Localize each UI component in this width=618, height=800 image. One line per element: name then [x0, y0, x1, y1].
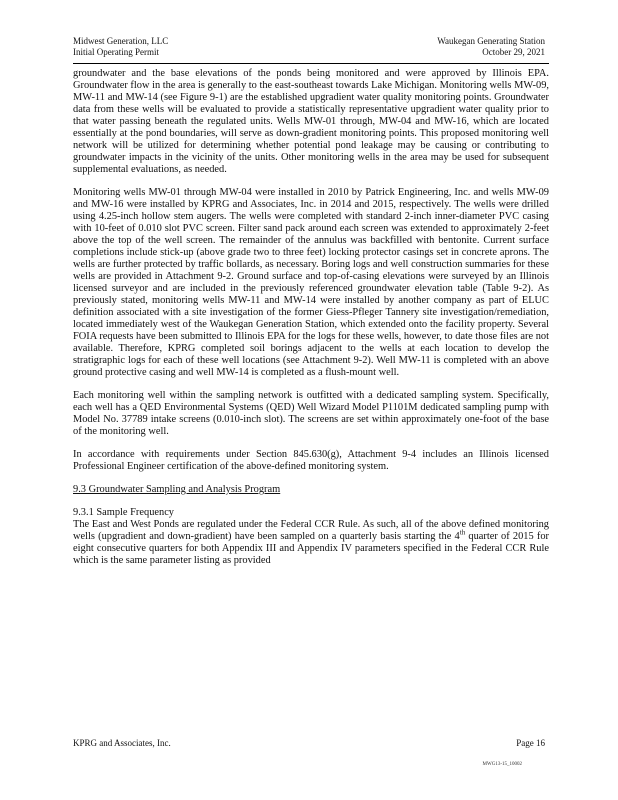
document-date: October 29, 2021 [482, 47, 545, 57]
header-right [437, 36, 545, 58]
document-title: Initial Operating Permit [73, 47, 159, 57]
paragraph: Each monitoring well within the sampling network is outfitted with a dedicated sampling system. Specifically, each well has a QED Environmental Systems (QED) Well Wizard Model P1101M dedicated sampling pump with Model No. 37789 intake screens (0.010-inch slot). The screens are set within approximately one-foot of the base of the monitoring well. [73, 390, 549, 437]
subsection-heading: 9.3.1 Sample Frequency [73, 507, 174, 518]
header-left [73, 36, 168, 58]
footer-firm: KPRG and Associates, Inc. [73, 738, 171, 748]
station-name: Waukegan Generating Station [437, 36, 545, 46]
bates-number: MWG13-15_10002 [482, 762, 522, 767]
paragraph [73, 519, 549, 567]
page-body [73, 68, 549, 567]
paragraph: In accordance with requirements under Section 845.630(g), Attachment 9-4 includes an Illinois licensed Professional Engineer certification of the above-defined monitoring system. [73, 449, 549, 472]
paragraph-text: The East and West Ponds are regulated under the Federal CCR Rule. As such, all of the above defined monitoring wells (upgradient and down-gradient) have been sampled on a quarterly basis starting the 4 [73, 519, 549, 542]
header-rule [73, 63, 549, 64]
company-name: Midwest Generation, LLC [73, 36, 169, 46]
paragraph: Monitoring wells MW-01 through MW-04 were installed in 2010 by Patrick Engineering, Inc. and wells MW-09 and MW-16 were installed by KPRG and Associates, Inc. in 2014 and 2015, respectively. The wells were drilled using 4.25-inch hollow stem augers. The wells were completed with standard 2-inch inner-diameter PVC casing with 10-feet of 0.010 slot PVC screen. Filter sand pack around each screen was extended to approximately 2-feet above the top of the well screen. The remainder of the annulus was backfilled with bentonite. Current surface completions include stick-up (above grade two to three feet) locking protector casings set in concrete aprons. The wells are further protected by traffic bollards, as necessary. Boring logs and well construction summaries for these wells are provided in Attachment 9-2. Ground surface and top-of-casing elevations were surveyed by an Illinois licensed surveyor and are included in the previously referenced groundwater elevation table (Table 9-2). As previously stated, monitoring wells MW-11 and MW-14 were installed by another company as part of ELUC definition associated with a site investigation of the former Giess-Pfleger Tannery site investigation/remediation, located immediately west of the Waukegan Generation Station, which extended onto the facility property. Several FOIA requests have been submitted to Illinois EPA for the logs for these wells, however, to date those files are not available. Therefore, KPRG completed soil borings adjacent to the wells at each location to develop the stratigraphic logs for each of these well locations (see Attachment 9-2). Well MW-11 is completed with an above ground protective casing and well MW-14 is completed as a flush-mount well. [73, 187, 549, 378]
paragraph: groundwater and the base elevations of the ponds being monitored and were approved by Illinois EPA. Groundwater flow in the area is generally to the east-southeast towards Lake Michigan. Monitoring wells MW-09, MW-11 and MW-14 (see Figure 9-1) are the established upgradient water quality monitoring points. Groundwater data from these wells will be evaluated to provide a statistically representative upgradient water quality prior to that water passing beneath the regulated units. Wells MW-01 through, MW-04 and MW-16, which are located essentially at the pond boundaries, will serve as down-gradient monitoring points. This proposed monitoring well network will be utilized for determining whether potential pond leakage may be causing or contributing to groundwater impacts in the vicinity of the units. Other monitoring wells in the area may be used for subsequent supplemental evaluations, as needed. [73, 68, 549, 175]
section-heading: 9.3 Groundwater Sampling and Analysis Program [73, 484, 281, 495]
paragraph-text: quarter of 2015 for eight consecutive quarters for both Appendix III and Appendix IV parameters specified in the Federal CCR Rule which is the same parameter listing as provided [73, 531, 549, 566]
superscript: th [459, 528, 466, 537]
page-number: Page 16 [516, 738, 545, 748]
